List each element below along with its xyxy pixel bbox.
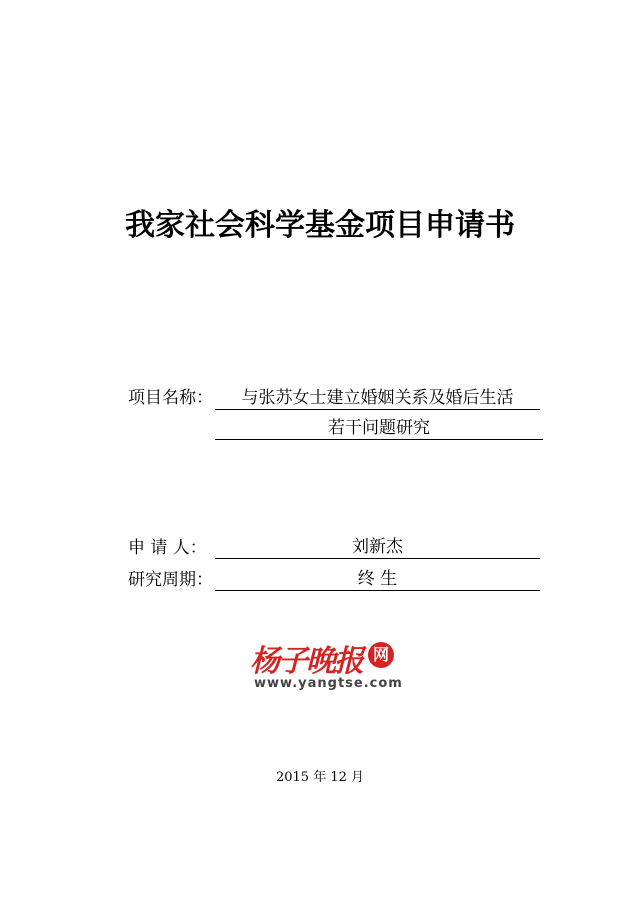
project-name-label: 项目名称：	[128, 388, 213, 408]
yangtse-watermark	[250, 636, 403, 696]
applicant-label: 申 请 人：	[128, 538, 207, 558]
watermark-circle-icon: 网	[368, 642, 394, 668]
watermark-brand: 杨子晚报	[250, 644, 362, 679]
project-name-line-2: 若干问题研究	[215, 417, 543, 440]
document-date: 2015 年 12 月	[275, 770, 365, 785]
period-value: 终 生	[215, 568, 540, 591]
applicant-value: 刘新杰	[215, 536, 540, 559]
document-title: 我家社会科学基金项目申请书	[125, 208, 515, 243]
project-name-line-1: 与张苏女士建立婚姻关系及婚后生活	[215, 387, 540, 410]
period-label: 研究周期：	[128, 570, 213, 590]
watermark-url: www.yangtse.com	[254, 676, 403, 691]
